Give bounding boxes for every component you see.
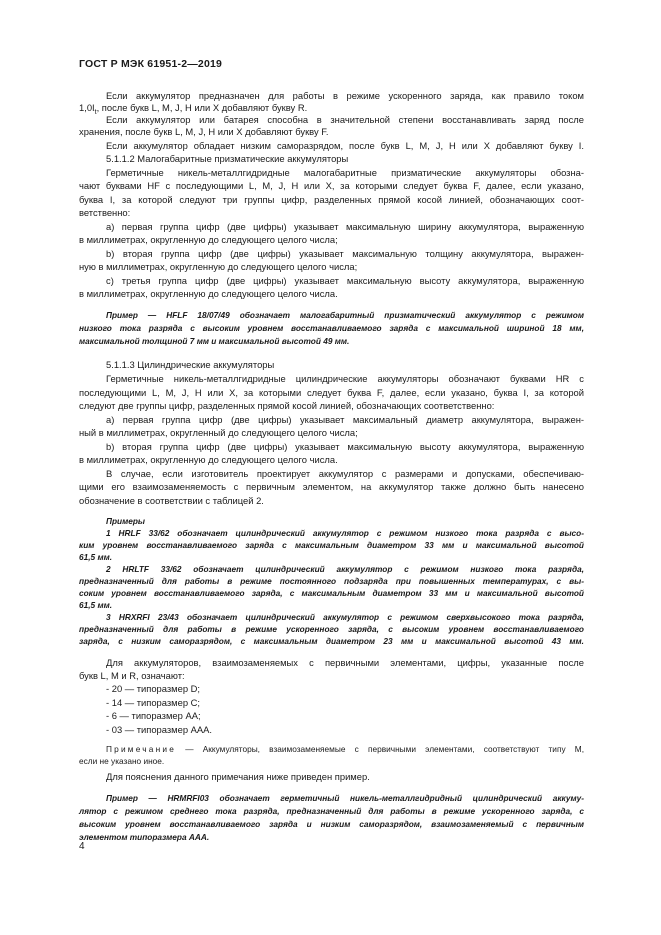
text-line: b) вторая группа цифр (две цифры) указывает максимальную высоту аккумулятора, выраженную — [106, 441, 584, 452]
text-line: Герметичные никель-металлгидридные малогабаритные призматические аккумуляторы обозна- — [106, 167, 584, 178]
text-line: 5.1.1.3 Цилиндрические аккумуляторы — [106, 359, 275, 370]
text-line: последующими L, M, J, H или X, за которыми следует буква F, далее, если указано, буква I, за которой — [79, 387, 584, 398]
text-line: c) третья группа цифр (две цифры) указывает максимальную высоту аккумулятора, выраженную — [106, 275, 584, 286]
text-line: заряда, с низким саморазрядом, с максимальным диаметром 23 мм и максимальной высотой 43 мм. — [79, 636, 584, 646]
text-line: ный в миллиметрах, округленный до следующего целого числа; — [79, 427, 358, 438]
text-line: а) первая группа цифр (две цифры) указывает максимальную ширину аккумулятора, выраженную — [106, 221, 584, 232]
text-line: 2 HRLTF 33/62 обозначает цилиндрический аккумулятор с режимом низкого тока разряда, — [106, 564, 584, 574]
text-line: ную в миллиметрах, округленную до следующего целого числа; — [79, 261, 358, 272]
text-line: элементом типоразмера AAA. — [79, 832, 210, 842]
text-line: лятор с режимом среднего тока разряда, предназначенный для работы в режиме ускоренного заряда, с — [79, 806, 584, 816]
text-line: Пример — HRMRFI03 обозначает герметичный никель-металлгидридный цилиндрический аккуму- — [106, 793, 584, 803]
text-line: b) вторая группа цифр (две цифры) указывает максимальную толщину аккумулятора, выражен- — [106, 248, 584, 259]
text-line: - 6 — типоразмер AA; — [106, 710, 201, 721]
text-line: - 20 — типоразмер D; — [106, 683, 201, 694]
text-line: 61,5 мм. — [79, 600, 113, 610]
text-line: если не указано иное. — [79, 756, 165, 766]
text-line: следуют две группы цифр, разделенных прямой косой линией, обозначающих соответственно: — [79, 400, 495, 411]
text-line: Если аккумулятор обладает низким саморазрядом, после букв L, M, J, H или X добавляют букву I. — [106, 140, 584, 151]
text-line: хранения, после букв L, M, J, H или X добавляют букву F. — [79, 126, 329, 137]
text-line: $1,0I_t$, после букв L, M, J, H или X добавляют букву R. — [79, 102, 308, 116]
text-line: - 03 — типоразмер AAA. — [106, 724, 213, 735]
text-line: в миллиметрах, округленную до следующего целого числа. — [79, 454, 338, 465]
text-line: чают буквами HF с последующими L, M, J, H или X, за которыми следует буква F, далее, если указано, — [79, 180, 584, 191]
text-line: предназначенный для работы в режиме ускоренного заряда, с высоким уровнем восстанавливаемого — [79, 624, 584, 634]
text-line: Примеры — [106, 516, 146, 526]
text-line: Для пояснения данного примечания ниже приведен пример. — [106, 771, 370, 782]
text-line: обозначение в соответствии с таблицей 2. — [79, 495, 264, 506]
text-line: максимальной толщиной 7 мм и максимальной высотой 49 мм. — [79, 336, 350, 346]
text-line: буква I, за которой следуют три группы цифр, разделенных прямой косой линией, обозначающих соот- — [79, 194, 584, 205]
text-line: В случае, если изготовитель проектирует аккумулятор с размерами и допусками, обеспечиваю- — [106, 468, 584, 479]
text-line: Если аккумулятор или батарея способна в значительной степени восстанавливать заряд после — [106, 114, 584, 125]
text-line: низкого тока разряда с высоким уровнем восстанавливаемого заряда с максимальной шириной 18 мм, — [79, 323, 584, 333]
text-line: Примечание — Аккумуляторы, взаимозаменяемые с первичными элементами, соответствуют типу M, — [106, 744, 584, 754]
text-line: соким уровнем восстанавливаемого заряда, с максимальным диаметром 33 мм и максимальной высотой — [79, 588, 584, 598]
text-line: ветственно: — [79, 207, 131, 218]
text-line: Если аккумулятор предназначен для работы в режиме ускоренного заряда, как правило током — [106, 90, 584, 101]
standard-header: ГОСТ Р МЭК 61951-2—2019 — [79, 58, 223, 70]
text-line: предназначенный для работы в режиме постоянного подзаряда при повышенных температурах, с вы- — [79, 576, 584, 586]
text-line: Герметичные никель-металлгидридные цилиндрические аккумуляторы обозначают буквами HR с — [106, 373, 584, 384]
text-line: 5.1.1.2 Малогабаритные призматические аккумуляторы — [106, 153, 349, 164]
text-line: ким уровнем восстанавливаемого заряда с максимальным диаметром 33 мм и максимальной высотой — [79, 540, 584, 550]
text-line: 3 HRXRFI 23/43 обозначает цилиндрический аккумулятор с режимом сверхвысокого тока разряда, — [106, 612, 584, 622]
text-line: букв L, M и R, означают: — [79, 670, 185, 681]
text-line: в миллиметрах, округленную до следующего целого числа. — [79, 288, 338, 299]
text-line: 61,5 мм. — [79, 552, 113, 562]
text-line: высоким уровнем восстанавливаемого заряда и низким саморазрядом, взаимозаменяемый с первичным — [79, 819, 584, 829]
text-line: - 14 — типоразмер C; — [106, 697, 201, 708]
text-line: Для аккумуляторов, взаимозаменяемых с первичными элементами, цифры, указанные после — [106, 657, 584, 668]
text-line: а) первая группа цифр (две цифры) указывает максимальный диаметр аккумулятора, выражен- — [106, 414, 584, 425]
text-line: 1 HRLF 33/62 обозначает цилиндрический аккумулятор с режимом низкого тока разряда с высо- — [106, 528, 584, 538]
page-number: 4 — [79, 841, 85, 852]
text-line: Пример — HFLF 18/07/49 обозначает малогабаритный призматический аккумулятор с режимом — [106, 310, 584, 320]
text-line: в миллиметрах, округленную до следующего целого числа; — [79, 234, 338, 245]
text-line: щими его взаимозаменяемость с первичным элементом, на аккумулятор также должно быть нанесено — [79, 481, 584, 492]
